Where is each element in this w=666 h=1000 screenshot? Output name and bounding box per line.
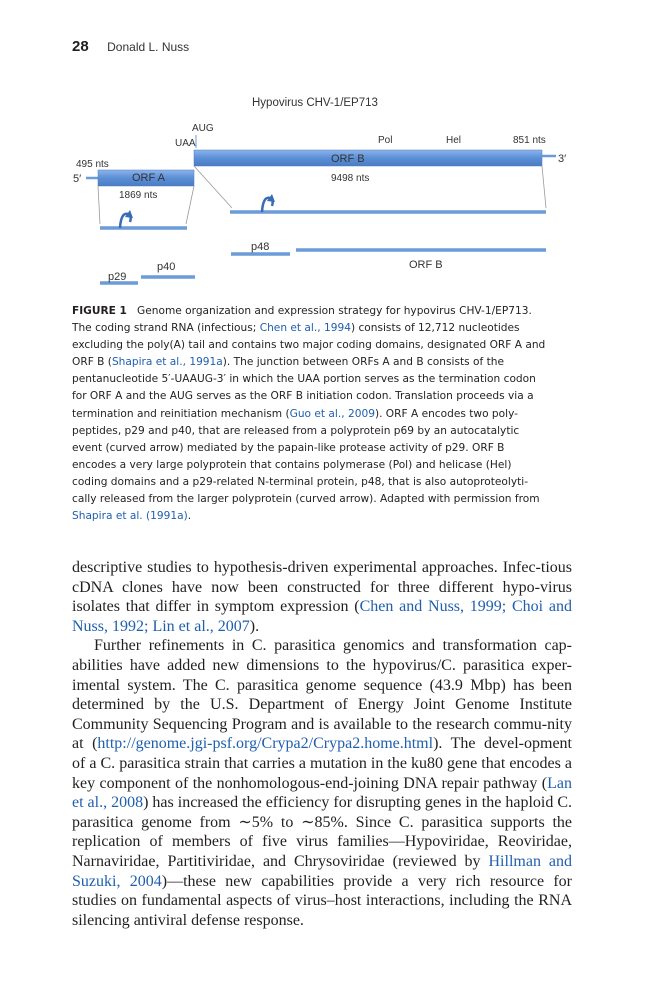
citation-link[interactable]: Chen et al., 1994 (259, 322, 351, 335)
label-hel: Hel (446, 135, 462, 146)
caption-line: ORF B (Shapira et al., 1991a). The junction between ORFs A and B consists of the (72, 356, 504, 369)
caption-line: encodes a very large polyprotein that contains polymerase (Pol) and helicase (Hel) (72, 458, 512, 471)
orf-a-label: ORF A (132, 172, 166, 184)
figure-caption (72, 303, 572, 525)
body-text (72, 558, 572, 930)
orf-b-label: ORF B (331, 153, 365, 165)
caption-line: termination and reinitiation mechanism (Guo et al., 2009). ORF A encodes two poly- (72, 407, 518, 420)
label-uaa: UAA (175, 138, 196, 149)
caption-line: Shapira et al. (1991a). (72, 510, 192, 523)
orf-a-proj-left (98, 186, 100, 224)
citation-link[interactable]: Lan et al., 2008 (72, 774, 572, 812)
caption-line: FIGURE 1 Genome organization and expression strategy for hypovirus CHV-1/EP713. (72, 305, 532, 317)
label-495-nts: 495 nts (76, 159, 109, 170)
label-five-prime: 5′ (73, 173, 82, 185)
paragraph: descriptive studies to hypothesis-driven experimental approaches. Infec-tious cDNA clones have now been constructed for three different hypo-virus isolates that differ in symptom expression (Chen and Nuss, 1999; Choi and Nuss, 1992; Lin et al., 2007). (72, 559, 572, 635)
url-link[interactable]: http://genome.jgi-psf.org/Crypa2/Crypa2.home.html (97, 735, 434, 753)
figure-label: FIGURE 1 (72, 305, 127, 317)
orf-b-proj-right (542, 166, 546, 208)
label-851-nts: 851 nts (513, 135, 546, 146)
label-three-prime: 3′ (558, 153, 567, 165)
citation-link[interactable]: Chen and Nuss, 1999; Choi and Nuss, 1992; Lin et al., 2007 (72, 598, 572, 635)
citation-link[interactable]: Guo et al., 2009 (289, 407, 375, 420)
curved-arrow-icon (262, 194, 275, 212)
label-pol: Pol (378, 135, 393, 146)
orf-b-proj-left (194, 166, 232, 208)
paragraph: Further refinements in C. parasitica genomics and transformation cap-abilities have added new dimensions to the hypovirus/C. parasitica exper-imental system. The C. parasitica genome sequence (43.9 Mbp) has been determined by the U.S. Department of Energy Joint Genome Institute Community Sequencing Program and is available to the research commu-nity at (http://genome.jgi-psf.org/Crypa2/Crypa2.home.html). The devel-opment of a C. parasitica strain that carries a mutation in the ku80 gene that encodes a key component of the nonhomologous-end-joining DNA repair pathway (Lan et al., 2008) has increased the efficiency for disrupting genes in the haploid C. parasitica genome from ∼5% to ∼85%. Since C. parasitica supports the replication of members of five virus families—Hypoviridae, Reoviridae, Narnaviridae, Partitiviridae, and Chrysoviridae (reviewed by Hillman and Suzuki, 2004)—these new capabilities provide a very rich resource for studies on fundamental aspects of virus–host interactions, including the RNA silencing antiviral defense response. (72, 637, 573, 929)
caption-line: pentanucleotide 5′-UAAUG-3′ in which the UAA portion serves as the termination codon (72, 373, 536, 386)
orf-b-bar (194, 150, 542, 166)
caption-line: excluding the poly(A) tail and contains two major coding domains, designated ORF A and (72, 339, 546, 352)
label-p40: p40 (157, 261, 176, 273)
figure-title: Hypovirus CHV-1/EP713 (252, 97, 378, 109)
curved-arrow-icon (120, 210, 133, 228)
caption-line: for ORF A and the AUG serves as the ORF B initiation codon. Translation proceeds via a (72, 390, 534, 403)
caption-line: coding domains and a p29-related N-terminal protein, p48, that is also autoproteolyti- (72, 475, 529, 488)
caption-line: event (curved arrow) mediated by the papain-like protease activity of p29. ORF B (72, 441, 505, 454)
orf-a-proj-right (186, 186, 194, 224)
caption-line: The coding strand RNA (infectious; Chen et al., 1994) consists of 12,712 nucleotides (72, 322, 520, 335)
citation-link[interactable]: Shapira et al. (1991a) (72, 510, 188, 523)
label-9498-nts: 9498 nts (331, 173, 370, 184)
caption-line: cally released from the larger polyprotein (curved arrow). Adapted with permission from (72, 493, 540, 506)
citation-link[interactable]: Shapira et al., 1991a (111, 356, 223, 369)
label-orf-b-product: ORF B (409, 259, 443, 271)
page-number: 28 (72, 38, 89, 55)
running-author: Donald L. Nuss (107, 40, 190, 54)
label-aug: AUG (192, 123, 214, 134)
label-p48: p48 (251, 241, 270, 253)
caption-line: peptides, p29 and p40, that are released from a polyprotein p69 by an autocatalytic (72, 424, 520, 437)
citation-link[interactable]: Hillman and Suzuki, 2004 (72, 852, 572, 890)
label-p29: p29 (108, 271, 127, 283)
label-1869-nts: 1869 nts (119, 190, 158, 201)
genome-figure (0, 0, 666, 300)
